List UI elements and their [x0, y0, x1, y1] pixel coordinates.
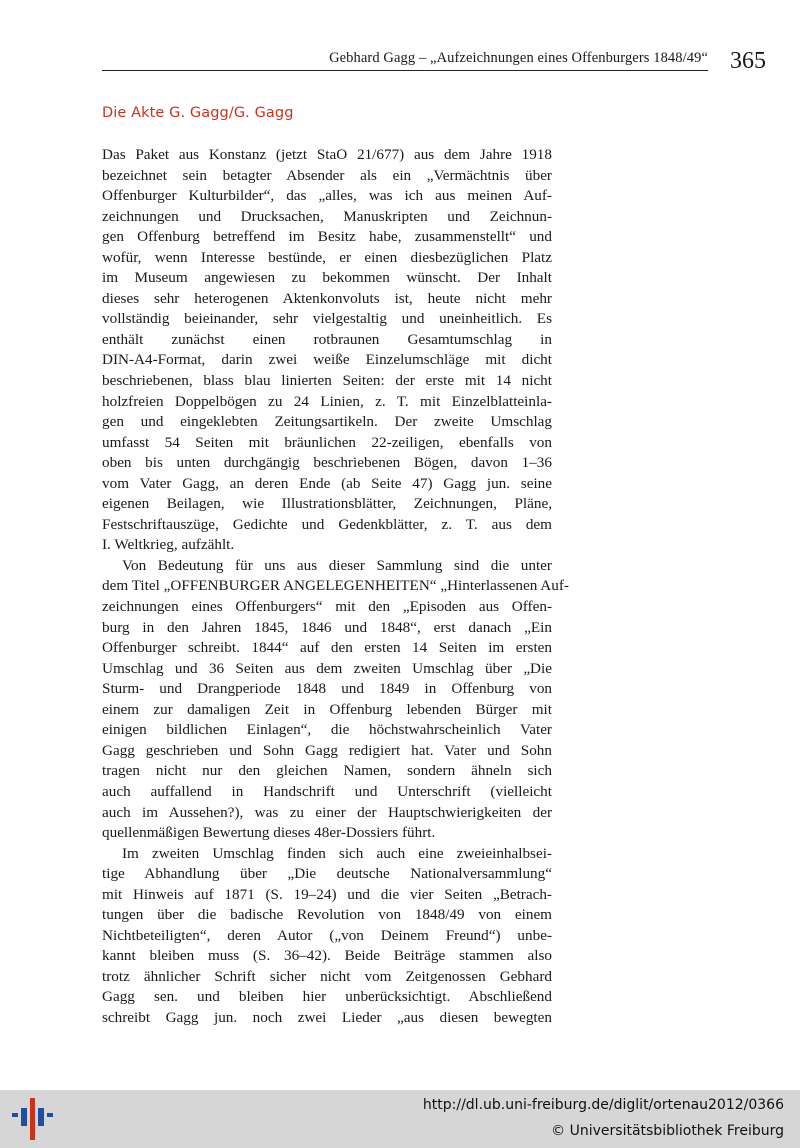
- text-line: burg in den Jahren 1845, 1846 und 1848“, erst danach „Ein: [102, 618, 552, 636]
- running-head: Gebhard Gagg – „Aufzeichnungen eines Offenburgers 1848/49“: [329, 50, 708, 66]
- text-line: vollständig beieinander, sehr vielgestaltig und uneinheitlich. Es: [102, 310, 552, 328]
- body-text: [102, 145, 569, 1029]
- footer-copyright: © Universitätsbibliothek Freiburg: [551, 1123, 784, 1139]
- text-line: I. Weltkrieg, aufzählt.: [102, 536, 235, 554]
- text-line: Offenburger Kulturbilder“, das „alles, was ich aus meinen Auf-: [102, 187, 552, 205]
- text-line: schreibt Gagg jun. noch zwei Lieder „aus diesen bewegten: [102, 1008, 552, 1026]
- text-line: Gagg geschrieben und Sohn Gagg redigiert hat. Vater und Sohn: [102, 741, 552, 759]
- text-line: zeichnungen eines Offenburgers“ mit den „Episoden aus Offen-: [102, 598, 552, 616]
- text-line: tragen nicht nur den gleichen Namen, sondern ähneln sich: [102, 762, 552, 780]
- text-line: Von Bedeutung für uns aus dieser Sammlung sind die unter: [122, 556, 552, 574]
- footer-band: [0, 1090, 800, 1148]
- text-line: gen und eingeklebten Zeitungsartikeln. Der zweite Umschlag: [102, 413, 552, 431]
- text-line: vom Vater Gagg, an deren Ende (ab Seite 47) Gagg jun. seine: [102, 474, 552, 492]
- page-number: 365: [730, 48, 766, 74]
- text-line: beschriebenen, blass blau linierten Seiten: der erste mit 14 nicht: [102, 372, 552, 390]
- text-line: mit Hinweis auf 1871 (S. 19–24) und die vier Seiten „Betrach-: [102, 885, 552, 903]
- footer-url-link[interactable]: http://dl.ub.uni-freiburg.de/diglit/ortenau2012/0366: [422, 1097, 784, 1113]
- text-line: Festschriftauszüge, Gedichte und Gedenkblätter, z. T. aus dem: [102, 515, 552, 533]
- text-line: dieses sehr heterogenen Aktenkonvoluts ist, heute nicht mehr: [102, 289, 552, 307]
- text-line: umfasst 54 Seiten mit bräunlichen 22-zeiligen, ebenfalls von: [102, 433, 552, 451]
- header-rule: [102, 70, 708, 71]
- text-line: trotz ähnlicher Schrift sicher nicht vom Zeitgenossen Gebhard: [102, 967, 552, 985]
- text-line: dem Titel „OFFENBURGER ANGELEGENHEITEN“ „Hinterlassenen Auf-: [102, 577, 569, 595]
- text-line: Nichtbeteiligten“, deren Autor („von Deinem Freund“) unbe-: [102, 926, 552, 944]
- paragraph: [102, 145, 552, 556]
- text-line: oben bis unten durchgängig beschriebenen Bögen, davon 1–36: [102, 454, 552, 472]
- text-line: holzfreien Doppelbögen zu 24 Linien, z. T. mit Einzelblatteinla-: [102, 392, 552, 410]
- text-line: kannt bleiben muss (S. 36–42). Beide Beiträge stammen also: [102, 947, 552, 965]
- text-line: bezeichnet sein betagter Absender als ein „Vermächtnis über: [102, 166, 552, 184]
- text-line: einem zur damaligen Zeit in Offenburg lebenden Bürger mit: [102, 700, 552, 718]
- paragraph: [102, 844, 552, 1029]
- text-line: Sturm- und Drangperiode 1848 und 1849 in Offenburg von: [102, 680, 552, 698]
- text-line: auch im Aussehen?), was zu einer der Hauptschwierigkeiten der: [102, 803, 552, 821]
- text-line: Umschlag und 36 Seiten aus dem zweiten Umschlag über „Die: [102, 659, 552, 677]
- text-line: tige Abhandlung über „Die deutsche Nationalversammlung“: [102, 865, 552, 883]
- text-line: einigen bildlichen Einlagen“, die höchstwahrscheinlich Vater: [102, 721, 552, 739]
- text-line: Gagg sen. und bleiben hier unberücksichtigt. Abschließend: [102, 988, 552, 1006]
- text-line: auch auffallend in Handschrift und Unterschrift (vielleicht: [102, 782, 552, 800]
- text-line: gen Offenburg betreffend im Besitz habe, zusammenstellt“ und: [102, 228, 552, 246]
- ub-freiburg-logo-icon: [10, 1096, 54, 1142]
- text-line: wofür, wenn Interesse bestünde, er einen diesbezüglichen Platz: [102, 248, 552, 266]
- text-line: tungen über die badische Revolution von 1848/49 von einem: [102, 906, 552, 924]
- text-line: quellenmäßigen Bewertung dieses 48er-Dossiers führt.: [102, 824, 436, 842]
- text-line: zeichnungen und Drucksachen, Manuskripten und Zeichnun-: [102, 207, 552, 225]
- page-header: [102, 46, 766, 78]
- section-heading: Die Akte G. Gagg/G. Gagg: [102, 105, 294, 121]
- text-line: eigenen Beilagen, wie Illustrationsblätter, Zeichnungen, Pläne,: [102, 495, 552, 513]
- text-line: DIN-A4-Format, darin zwei weiße Einzelumschläge mit dicht: [102, 351, 552, 369]
- text-line: Offenburger schreibt. 1844“ auf den ersten 14 Seiten im ersten: [102, 639, 552, 657]
- text-line: Das Paket aus Konstanz (jetzt StaO 21/677) aus dem Jahre 1918: [102, 146, 552, 163]
- paragraph: [102, 556, 569, 844]
- text-line: enthält zunächst einen rotbraunen Gesamtumschlag in: [102, 330, 552, 348]
- text-line: Im zweiten Umschlag finden sich auch eine zweieinhalbsei-: [122, 844, 552, 862]
- text-line: im Museum angewiesen zu bekommen wünscht. Der Inhalt: [102, 269, 552, 287]
